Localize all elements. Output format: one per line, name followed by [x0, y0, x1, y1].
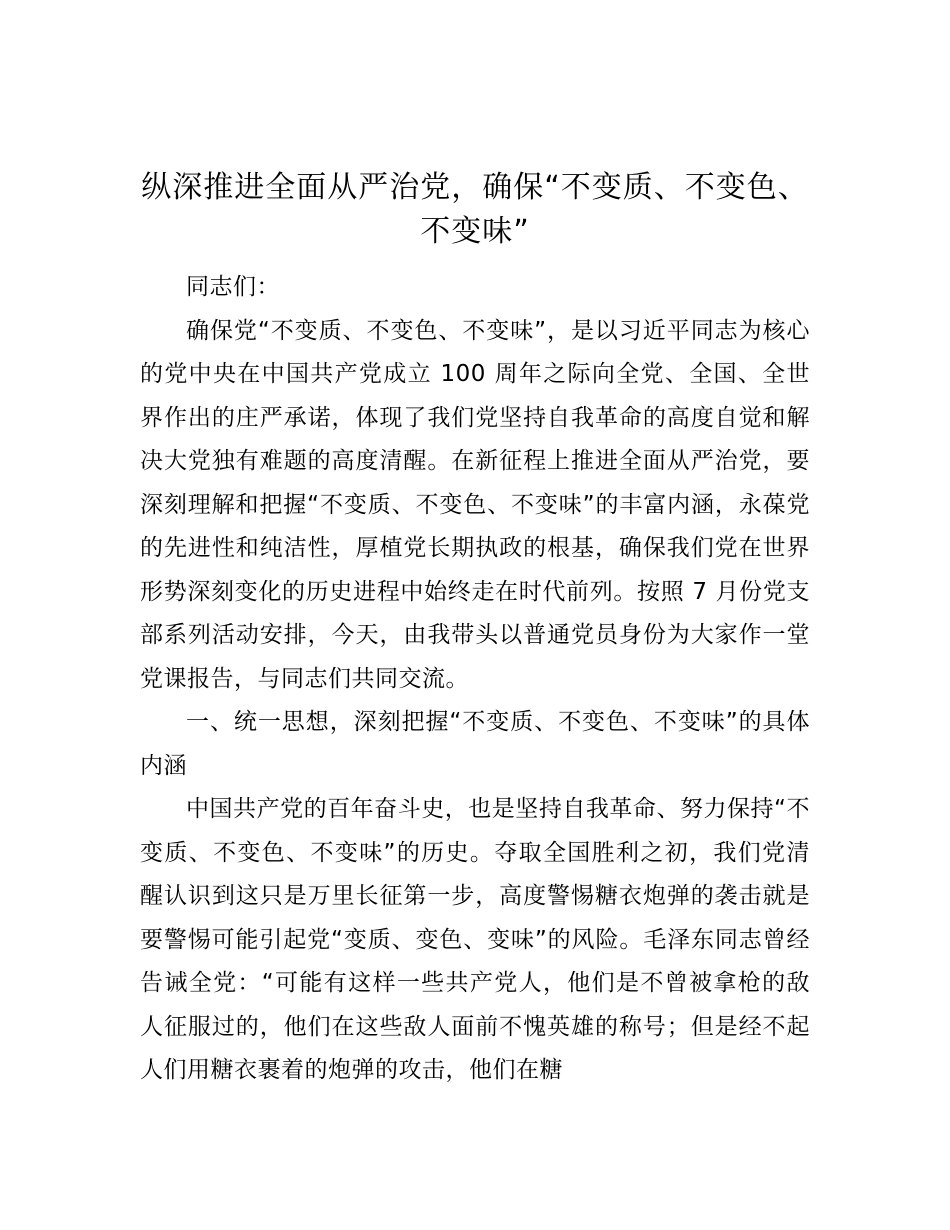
document-body [140, 266, 810, 1093]
paragraph-salutation: 同志们： [186, 274, 280, 300]
paragraph-section-1: 中国共产党的百年奋斗史，也是坚持自我革命、努力保持“不变质、不变色、不变味”的历史。夺取全国胜利之初，我们党清醒认识到这只是万里长征第一步，高度警惕糖衣炮弹的袭击就是要警惕可能引起党“变质、变色、变味”的风险。毛泽东同志曾经告诫全党：“可能有这样一些共产党人，他们是不曾被拿枪的敌人征服过的，他们在这些敌人面前不愧英雄的称号；但是经不起人们用糖衣裹着的炮弹的攻击，他们在糖 [140, 796, 810, 1083]
document-title: 纵深推进全面从严治党，确保“不变质、不变色、不变味” [141, 170, 809, 249]
paragraph-intro: 确保党“不变质、不变色、不变味”，是以习近平同志为核心的党中央在中国共产党成立 100 周年之际向全党、全国、全世界作出的庄严承诺，体现了我们党坚持自我革命的高度自觉和解决大党独有难题的高度清醒。在新征程上推进全面从严治党，要深刻理解和把握“不变质、不变色、不变味”的丰富内涵，永葆党的先进性和纯洁性，厚植党长期执政的根基，确保我们党在世界形势深刻变化的历史进程中始终走在时代前列。按照 7 月份党支部系列活动安排，今天，由我带头以普通党员身份为大家作一堂党课报告，与同志们共同交流。 [140, 317, 810, 692]
section-heading-1: 一、统一思想，深刻把握“不变质、不变色、不变味”的具体内涵 [140, 709, 810, 779]
